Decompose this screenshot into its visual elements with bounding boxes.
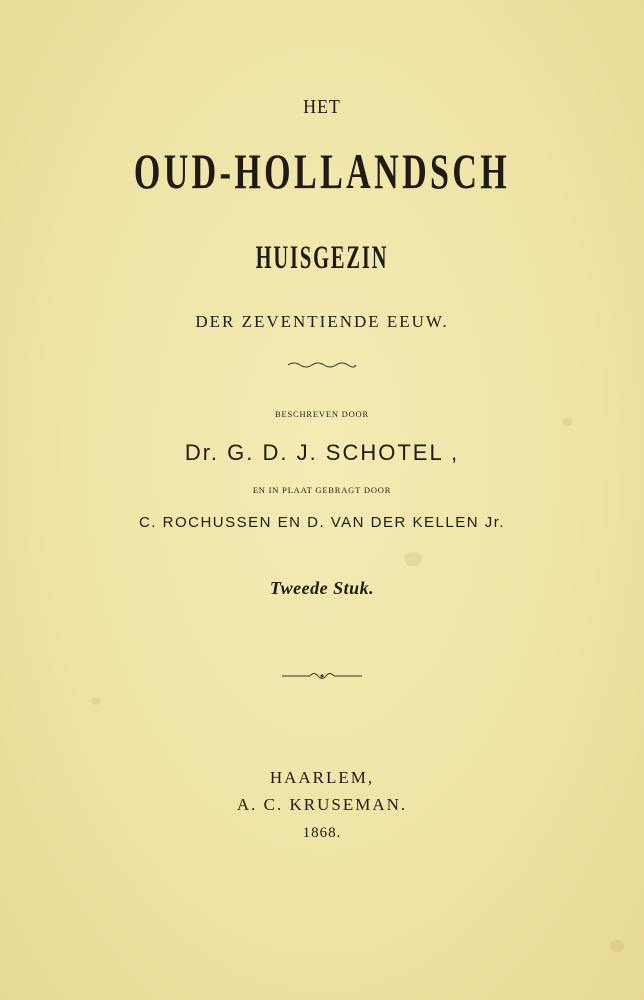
main-title: OUD-HOLLANDSCH — [133, 143, 511, 199]
publisher-name: A. C. KRUSEMAN. — [236, 795, 408, 814]
publication-city: HAARLEM, — [269, 768, 375, 787]
paper-stain — [562, 418, 572, 426]
paper-stain — [404, 552, 422, 566]
publication-year: 1868. — [302, 825, 342, 841]
century-line: DER ZEVENTIENDE EEUW. — [195, 312, 449, 331]
paper-stain — [610, 940, 624, 952]
author-name: Dr. G. D. J. SCHOTEL , — [184, 440, 460, 465]
described-by-line: BESCHREVEN DOOR — [275, 409, 369, 419]
wavy-rule-ornament — [0, 360, 644, 370]
subtitle: HUISGEZIN — [255, 240, 389, 276]
illustrated-by-line: EN IN PLAAT GEBRAGT DOOR — [252, 485, 392, 495]
illustrators-line: C. ROCHUSSEN EN D. VAN DER KELLEN Jr. — [138, 514, 506, 531]
decorative-rule-ornament — [0, 669, 644, 683]
volume-label: Tweede Stuk. — [269, 578, 375, 598]
paper-stain — [92, 697, 100, 705]
title-article: HET — [303, 96, 341, 118]
